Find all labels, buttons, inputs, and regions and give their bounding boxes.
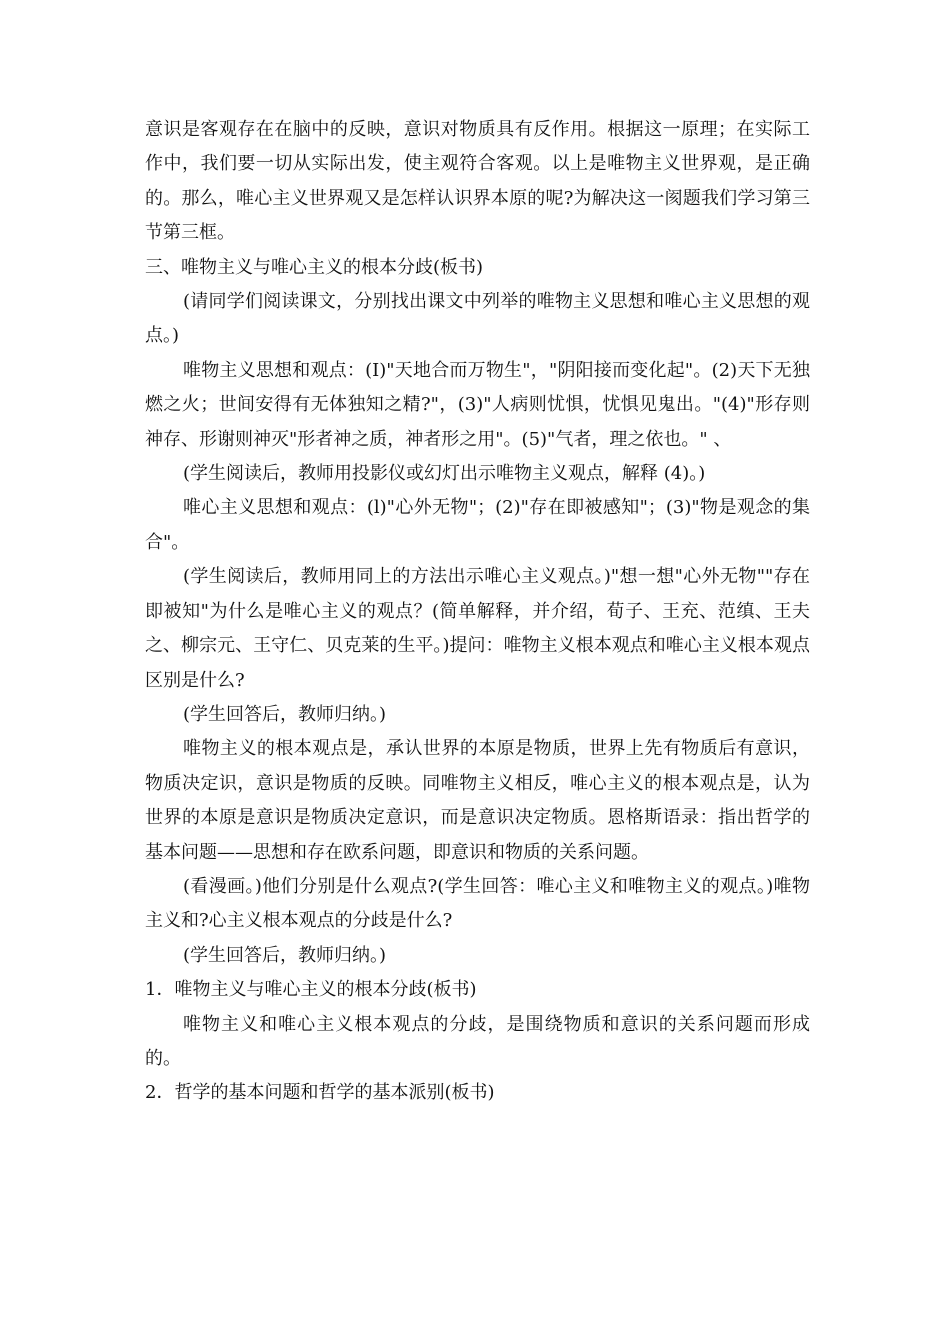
paragraph-divergence: 唯物主义和唯心主义根本观点的分歧，是围绕物质和意识的关系问题而形成的。 xyxy=(145,1013,810,1069)
paragraph-worldview-intro: 意识是客观存在在脑中的反映，意识对物质具有反作用。根据这一原理；在实际工作中，我们要一切从实际出发，使主观符合客观。以上是唯物主义世界观，是正确的。那么，唯心主义世界观又是怎样认识界本原的呢?为解决这一阂题我们学习第三节第三框。 xyxy=(145,119,810,244)
paragraph-teacher-projection: (学生阅读后，教师用投影仪或幻灯出示唯物主义观点，解释 (4)。) xyxy=(183,463,706,485)
paragraph-teacher-summary-2: (学生回答后，教师归纳。) xyxy=(183,944,387,966)
paragraph-fundamental-views: 唯物主义的根本观点是，承认世界的本原是物质，世界上先有物质后有意识，物质决定识，意识是物质的反映。同唯物主义相反，唯心主义的根本观点是，认为世界的本原是意识是物质决定意识，而是意识决定物质。恩格斯语录：指出哲学的基本问题——思想和存在欧系问题，即意识和物质的关系问题。 xyxy=(145,738,810,863)
paragraph-idealist-views: 唯心主义思想和观点：(l)"心外无物"；(2)"存在即被感知"；(3)"物是观念的集合"。 xyxy=(145,497,810,553)
subheading-1: 1．唯物主义与唯心主义的根本分歧(板书) xyxy=(145,979,477,1001)
section-heading-three: 三、唯物主义与唯心主义的根本分歧(板书) xyxy=(145,256,484,278)
paragraph-cartoon-question: (看漫画。)他们分别是什么观点?(学生回答：唯心主义和唯物主义的观点。)唯物主义和?心主义根本观点的分歧是什么? xyxy=(145,875,810,932)
document-page xyxy=(145,113,810,1111)
paragraph-materialist-views: 唯物主义思想和观点：(I)"天地合而万物生"，"阴阳接而变化起"。(2)天下无独燃之火；世间安得有无体独知之精?"，(3)"人病则忧惧，忧惧见鬼出。"(4)"形存则神存、形谢则神灭"形者神之质，神者形之用"。(5)"气者，理之依也。" 、 xyxy=(145,359,810,450)
subheading-2: 2．哲学的基本问题和哲学的基本派别(板书) xyxy=(145,1082,495,1104)
paragraph-teacher-summary-1: (学生回答后，教师归纳。) xyxy=(183,703,387,725)
paragraph-think-question: (学生阅读后，教师用同上的方法出示唯心主义观点。)"想一想"心外无物""存在即被知"为什么是唯心主义的观点？(简单解释，并介绍，荀子、王充、范缜、王夫之、柳宗元、王守仁、贝克莱的生平。)提问：唯物主义根本观点和唯心主义根本观点区别是什么? xyxy=(145,566,810,691)
paragraph-reading-instruction: (请同学们阅读课文，分别找出课文中列举的唯物主义思想和唯心主义思想的观点。) xyxy=(145,291,810,347)
